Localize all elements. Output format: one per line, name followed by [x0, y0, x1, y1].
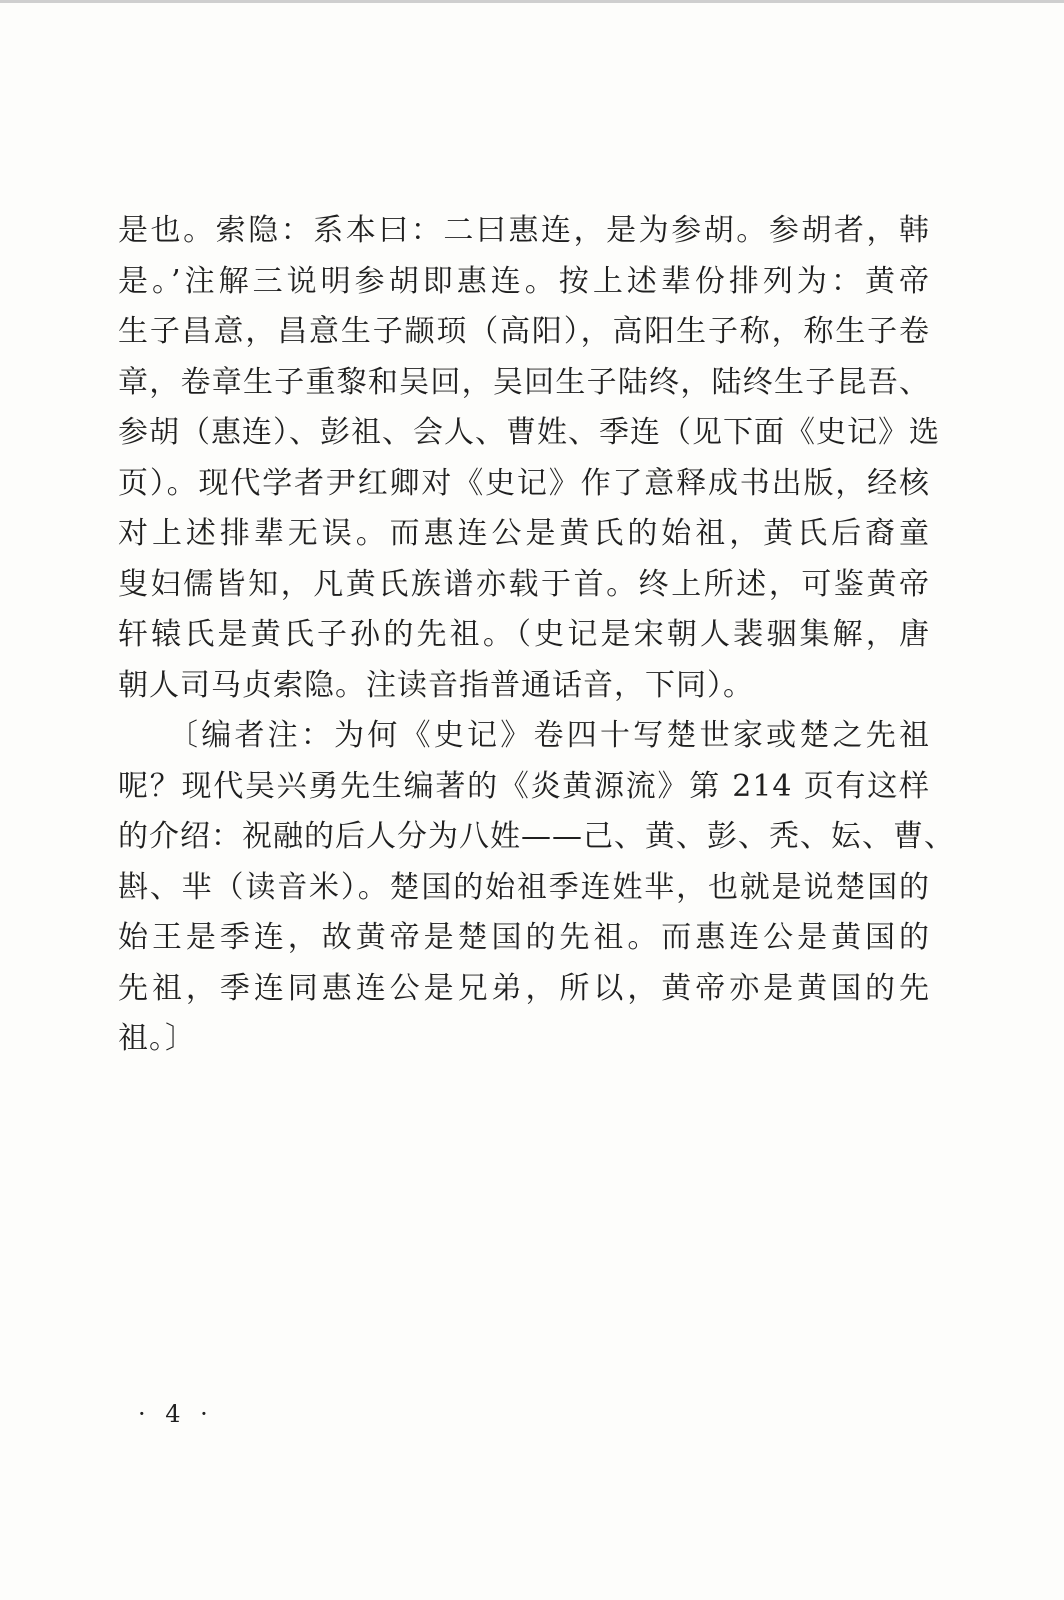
page-body: [118, 206, 955, 1065]
text-line: 对上述排辈无误。而惠连公是黄氏的始祖，黄氏后裔童: [118, 516, 930, 551]
text-line: 参胡（惠连）、彭祖、会人、曹姓、季连（见下面《史记》选: [118, 415, 940, 450]
text-line: 始王是季连，故黄帝是楚国的先祖。而惠连公是黄国的: [118, 920, 930, 955]
text-line: 呢？现代吴兴勇先生编著的《炎黄源流》第 214 页有这样: [118, 768, 930, 804]
page-number: · 4 ·: [138, 1400, 214, 1428]
text-line: 斟、芈（读音米）。楚国的始祖季连姓芈，也就是说楚国的: [118, 869, 930, 905]
paragraph-2: [118, 711, 955, 1065]
text-line: 轩辕氏是黄氏子孙的先祖。（史记是宋朝人裴骃集解，唐: [118, 617, 930, 652]
text-line: 是。’注解三说明参胡即惠连。按上述辈份排列为：黄帝: [118, 263, 930, 299]
page-top-edge: [0, 0, 1064, 3]
text-line: 〔编者注：为何《史记》卷四十写楚世家或楚之先祖: [168, 718, 930, 753]
paragraph-1: [118, 206, 940, 711]
text-line: 朝人司马贞索隐。注读音指普通话音，下同）。: [118, 667, 754, 703]
text-line: 页）。现代学者尹红卿对《史记》作了意释成书出版，经核: [118, 465, 930, 501]
text-line: 叟妇儒皆知，凡黄氏族谱亦载于首。终上所述，可鉴黄帝: [118, 566, 930, 602]
text-line: 的介绍：祝融的后人分为八姓——己、黄、彭、秃、妘、曹、: [118, 819, 955, 854]
text-line: 先祖，季连同惠连公是兄弟，所以，黄帝亦是黄国的先: [118, 970, 930, 1006]
text-line: 章，卷章生子重黎和吴回，吴回生子陆终，陆终生子昆吾、: [118, 364, 930, 400]
text-line: 生子昌意，昌意生子颛顼（高阳），高阳生子称，称生子卷: [118, 314, 930, 349]
text-line: 祖。〕: [118, 1021, 196, 1056]
text-line: 是也。索隐：系本曰：二曰惠连，是为参胡。参胡者，韩: [118, 213, 930, 248]
